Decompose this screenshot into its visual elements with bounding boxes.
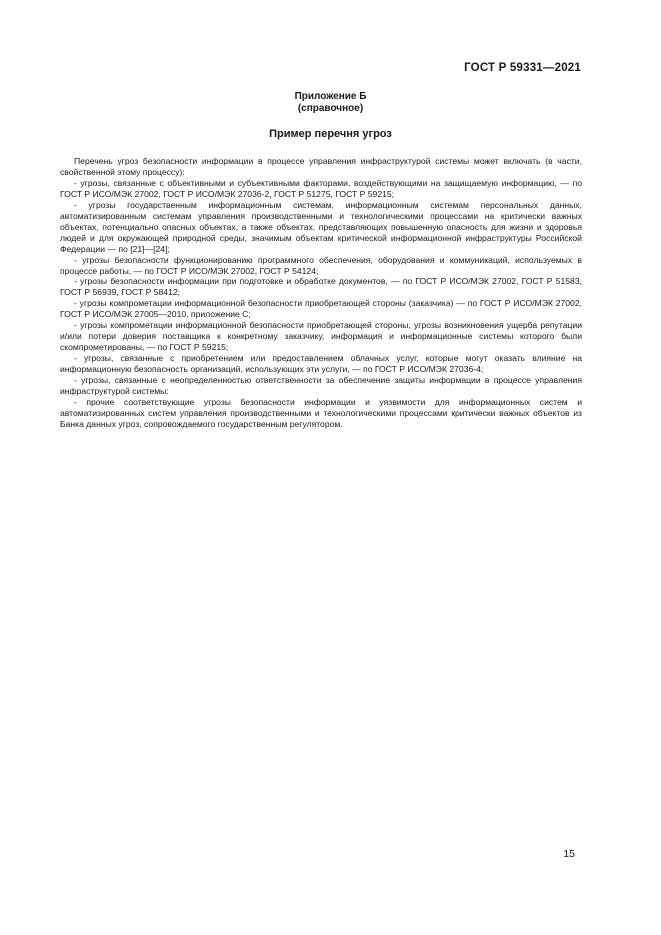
list-item: - угрозы безопасности функционированию программного обеспечения, оборудования и коммуникаций, используемых в процессе работы, — по ГОСТ Р ИСО/МЭК 27002, ГОСТ Р 54124; xyxy=(60,254,582,276)
list-item: - угрозы, связанные с объективными и субъективными факторами, воздействующими на защищаемую информацию, — по ГОСТ Р ИСО/МЭК 27002, ГОСТ Р ИСО/МЭК 27036-2, ГОСТ Р 51275, ГОСТ Р 59215; xyxy=(60,177,582,199)
standard-code: ГОСТ Р 59331—2021 xyxy=(464,62,581,74)
section-title: Пример перечня угроз xyxy=(269,128,392,140)
list-item: - угрозы безопасности информации при подготовке и обработке документов, — по ГОСТ Р ИСО/МЭК 27002, ГОСТ Р 51583, ГОСТ Р 56939, ГОСТ Р 58412; xyxy=(60,276,582,298)
list-item: - угрозы, связанные с неопределенностью ответственности за обеспечение защиты информации в процессе управления инфраструктурой системы: xyxy=(60,375,582,397)
page-number: 15 xyxy=(563,848,575,860)
document-body xyxy=(60,156,582,430)
paragraph-intro: Перечень угроз безопасности информации в процессе управления инфраструктурой системы может включать (в части, свойственной этому процессу): xyxy=(60,156,582,177)
list-item: - угрозы компрометации информационной безопасности приобретающей стороны, угрозы возникновения ущерба репутации и/или потери доверия поставщика к конкретному заказчику, информация и информационные системы которого были скомпрометированы, — по ГОСТ Р 59215; xyxy=(60,320,582,353)
list-item: - прочие соответствующие угрозы безопасности информации и уязвимости для информационных систем и автоматизированных систем управления производственными и технологическими процессами критически важных объектов из Банка данных угроз, сопровождаемого государственным регулятором. xyxy=(60,396,582,429)
appendix-title: Приложение Б xyxy=(294,91,367,102)
appendix-subtitle: (справочное) xyxy=(297,103,364,114)
list-item: - угрозы, связанные с приобретением или предоставлением облачных услуг, которые могут оказать влияние на информационную безопасность организаций, использующих эти услуги, — по ГОСТ Р ИСО/МЭК 27036-4; xyxy=(60,353,582,375)
list-item: - угрозы компрометации информационной безопасности приобретающей стороны (заказчика) — по ГОСТ Р ИСО/МЭК 27002, ГОСТ Р ИСО/МЭК 27005—2010, приложение С; xyxy=(60,298,582,320)
list-item: - угрозы государственным информационным системам, информационным системам персональных данных, автоматизированным системам управления производственными и технологическими процессами на критически важных объектах, потенциально опасных объектах, а также объектах, представляющих повышенную опасность для жизни и здоровья людей и для окружающей природной среды, значимым объектам критической информационной инфраструктуры Российской Федерации — по [21]—[24]; xyxy=(60,199,582,254)
appendix-heading xyxy=(0,91,661,115)
